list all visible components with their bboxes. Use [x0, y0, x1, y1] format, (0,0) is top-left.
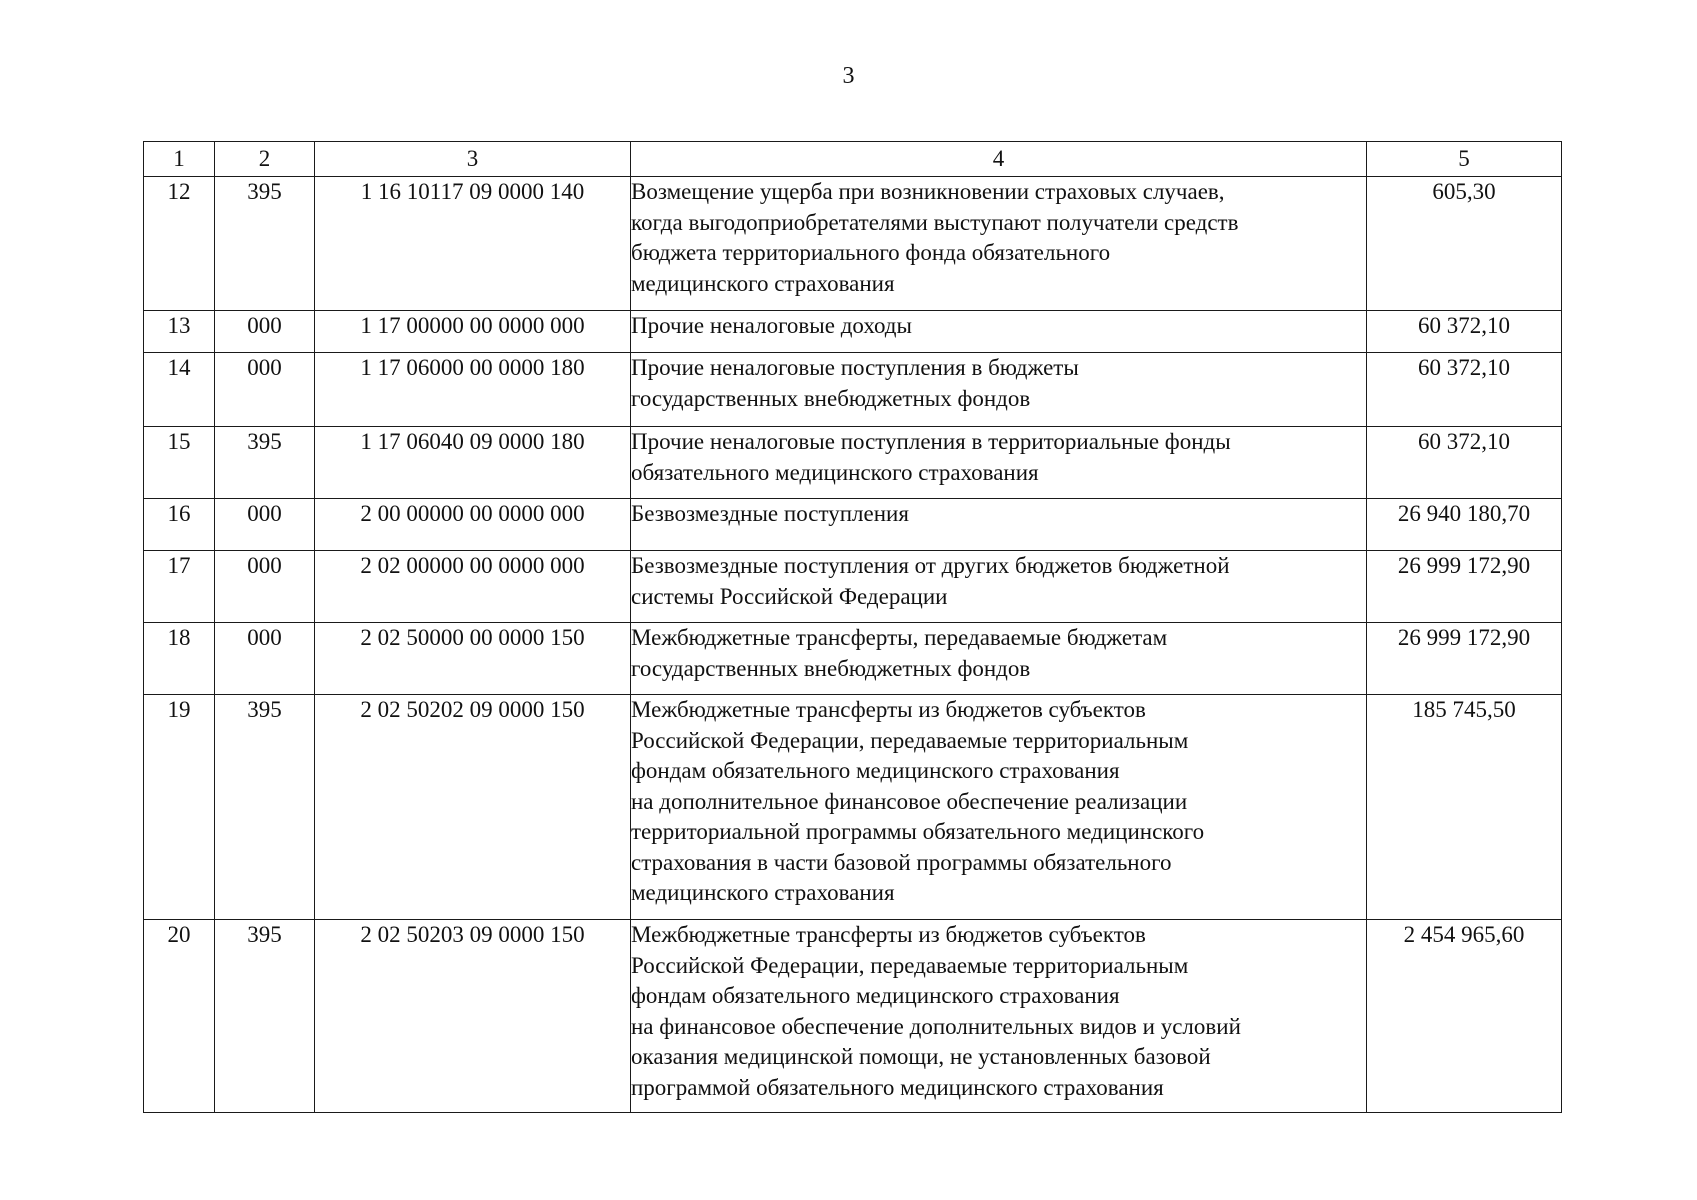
amount-cell: 60 372,10: [1367, 311, 1562, 353]
amount-cell: 605,30: [1367, 177, 1562, 311]
revenue-name-cell: [631, 695, 1367, 920]
header-col-5: 5: [1367, 142, 1562, 177]
revenue-name-line: медицинского страхования: [631, 880, 895, 905]
table-row: [144, 353, 1562, 427]
revenue-name-cell: [631, 311, 1367, 353]
revenue-name-line: страхования в части базовой программы обязательного: [631, 849, 1172, 875]
revenue-name-line: территориальной программы обязательного медицинского: [631, 819, 1205, 844]
revenue-name-cell: [631, 920, 1367, 1113]
admin-code-cell: 000: [215, 551, 315, 623]
admin-code-cell: 000: [215, 499, 315, 551]
admin-code-cell: 395: [215, 920, 315, 1113]
revenue-name-line: на финансовое обеспечение дополнительных видов и условий: [631, 1013, 1241, 1039]
amount-cell: 26 940 180,70: [1367, 499, 1562, 551]
budget-code-cell: 1 17 06040 09 0000 180: [315, 427, 631, 499]
row-number-cell: 19: [144, 695, 215, 920]
table-body: [144, 177, 1562, 1113]
amount-cell: 60 372,10: [1367, 427, 1562, 499]
amount-cell: 26 999 172,90: [1367, 623, 1562, 695]
revenue-name-line: Прочие неналоговые поступления в территориальные фонды: [631, 429, 1231, 454]
admin-code-cell: 000: [215, 353, 315, 427]
table-row: [144, 311, 1562, 353]
page-number: 3: [842, 63, 855, 89]
amount-cell: 2 454 965,60: [1367, 920, 1562, 1113]
row-number-cell: 17: [144, 551, 215, 623]
revenue-name-cell: [631, 353, 1367, 427]
table-row: [144, 177, 1562, 311]
budget-code-cell: 2 02 50202 09 0000 150: [315, 695, 631, 920]
budget-code-cell: 2 02 50203 09 0000 150: [315, 920, 631, 1113]
admin-code-cell: 000: [215, 311, 315, 353]
row-number-cell: 16: [144, 499, 215, 551]
revenue-name-line: Межбюджетные трансферты из бюджетов субъектов: [631, 697, 1146, 722]
table-header-row: [144, 142, 1562, 177]
revenue-name-cell: [631, 177, 1367, 311]
budget-code-cell: 1 17 06000 00 0000 180: [315, 353, 631, 427]
header-col-2: 2: [215, 142, 315, 177]
revenue-name-line: государственных внебюджетных фондов: [631, 655, 1031, 681]
row-number-cell: 20: [144, 920, 215, 1113]
revenue-name-line: Безвозмездные поступления от других бюджетов бюджетной: [631, 553, 1230, 578]
revenue-name-line: государственных внебюджетных фондов: [631, 385, 1031, 411]
revenue-name-line: обязательного медицинского страхования: [631, 459, 1039, 485]
amount-cell: 60 372,10: [1367, 353, 1562, 427]
revenue-name-line: Прочие неналоговые доходы: [631, 313, 912, 338]
admin-code-cell: 395: [215, 177, 315, 311]
budget-code-cell: 2 00 00000 00 0000 000: [315, 499, 631, 551]
admin-code-cell: 000: [215, 623, 315, 695]
revenue-name-line: Возмещение ущерба при возникновении страховых случаев,: [631, 179, 1225, 204]
revenue-name-cell: [631, 551, 1367, 623]
revenue-name-line: бюджета территориального фонда обязательного: [631, 240, 1111, 265]
revenue-name-line: фондам обязательного медицинского страхования: [631, 758, 1120, 783]
revenue-name-line: когда выгодоприобретателями выступают получатели средств: [631, 209, 1239, 235]
table-row: [144, 551, 1562, 623]
revenue-name-line: Российской Федерации, передаваемые территориальным: [631, 727, 1189, 753]
row-number-cell: 18: [144, 623, 215, 695]
budget-code-cell: 1 17 00000 00 0000 000: [315, 311, 631, 353]
table-row: [144, 695, 1562, 920]
table-row: [144, 920, 1562, 1113]
admin-code-cell: 395: [215, 427, 315, 499]
revenue-name-cell: [631, 623, 1367, 695]
revenue-name-line: Межбюджетные трансферты из бюджетов субъектов: [631, 922, 1146, 947]
amount-cell: 185 745,50: [1367, 695, 1562, 920]
header-col-4: 4: [631, 142, 1367, 177]
revenue-name-line: Межбюджетные трансферты, передаваемые бюджетам: [631, 625, 1168, 650]
row-number-cell: 13: [144, 311, 215, 353]
revenue-name-line: на дополнительное финансовое обеспечение реализации: [631, 788, 1188, 814]
header-col-3: 3: [315, 142, 631, 177]
revenue-name-cell: [631, 427, 1367, 499]
row-number-cell: 12: [144, 177, 215, 311]
budget-code-cell: 2 02 00000 00 0000 000: [315, 551, 631, 623]
revenue-name-line: программой обязательного медицинского страхования: [631, 1074, 1164, 1100]
table-row: [144, 499, 1562, 551]
amount-cell: 26 999 172,90: [1367, 551, 1562, 623]
row-number-cell: 15: [144, 427, 215, 499]
revenue-name-line: системы Российской Федерации: [631, 583, 948, 609]
budget-code-cell: 1 16 10117 09 0000 140: [315, 177, 631, 311]
revenue-name-line: медицинского страхования: [631, 270, 895, 296]
revenue-name-line: фондам обязательного медицинского страхования: [631, 983, 1120, 1008]
revenue-name-cell: [631, 499, 1367, 551]
budget-code-cell: 2 02 50000 00 0000 150: [315, 623, 631, 695]
revenue-name-line: Российской Федерации, передаваемые территориальным: [631, 952, 1189, 978]
revenue-name-line: оказания медицинской помощи, не установленных базовой: [631, 1044, 1211, 1069]
table-row: [144, 623, 1562, 695]
budget-revenue-table: [143, 141, 1562, 1113]
table-row: [144, 427, 1562, 499]
admin-code-cell: 395: [215, 695, 315, 920]
revenue-name-line: Прочие неналоговые поступления в бюджеты: [631, 355, 1079, 380]
header-col-1: 1: [144, 142, 215, 177]
row-number-cell: 14: [144, 353, 215, 427]
revenue-name-line: Безвозмездные поступления: [631, 501, 909, 526]
